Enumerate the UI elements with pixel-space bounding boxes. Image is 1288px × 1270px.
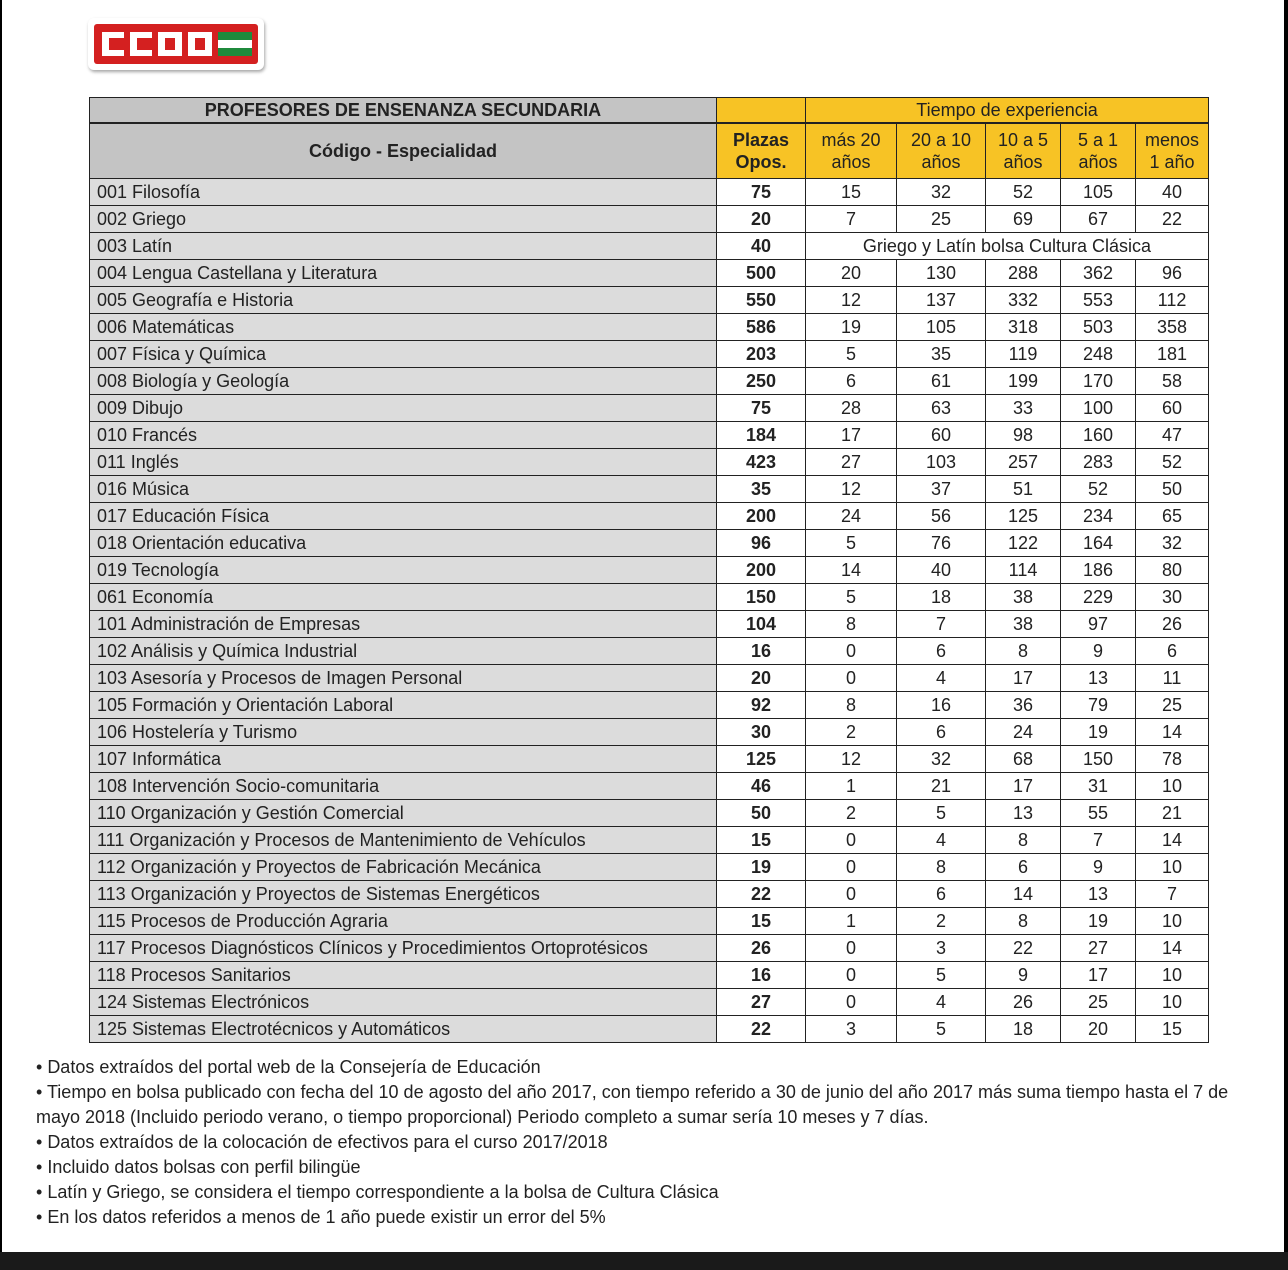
plazas-cell: 423	[717, 449, 806, 476]
experience-count-cell: 20	[806, 260, 897, 287]
experience-count-cell: 60	[897, 422, 986, 449]
exp-header-line2: 1 año	[1149, 152, 1195, 172]
experience-count-cell: 14	[1136, 935, 1209, 962]
experience-count-cell: 13	[1061, 881, 1136, 908]
specialty-name-cell: 019 Tecnología	[90, 557, 717, 584]
specialty-name-cell: 108 Intervención Socio-comunitaria	[90, 773, 717, 800]
experience-count-cell: 97	[1061, 611, 1136, 638]
experience-count-cell: 6	[1136, 638, 1209, 665]
experience-count-cell: 51	[986, 476, 1061, 503]
experience-count-cell: 21	[897, 773, 986, 800]
note-item: • Datos extraídos de la colocación de efectivos para el curso 2017/2018	[36, 1130, 1272, 1155]
experience-count-cell: 5	[806, 341, 897, 368]
experience-count-cell: 5	[806, 530, 897, 557]
experience-count-cell: 9	[1061, 854, 1136, 881]
experience-count-cell: 38	[986, 611, 1061, 638]
experience-count-cell: 22	[986, 935, 1061, 962]
specialty-name-cell: 008 Biología y Geología	[90, 368, 717, 395]
experience-count-cell: 114	[986, 557, 1061, 584]
specialty-name-cell: 017 Educación Física	[90, 503, 717, 530]
experience-count-cell: 63	[897, 395, 986, 422]
experience-count-cell: 17	[986, 773, 1061, 800]
table-row	[90, 719, 1209, 746]
table-row	[90, 962, 1209, 989]
experience-count-cell: 25	[1136, 692, 1209, 719]
table-row	[90, 206, 1209, 233]
experience-count-cell: 257	[986, 449, 1061, 476]
specialty-name-cell: 124 Sistemas Electrónicos	[90, 989, 717, 1016]
plazas-cell: 20	[717, 665, 806, 692]
code-specialty-header: Código - Especialidad	[90, 123, 717, 179]
table-row	[90, 773, 1209, 800]
specialty-name-cell: 113 Organización y Proyectos de Sistemas Energéticos	[90, 881, 717, 908]
exp-header-line1: 20 a 10	[910, 130, 972, 150]
experience-count-cell: 7	[897, 611, 986, 638]
specialty-name-cell: 101 Administración de Empresas	[90, 611, 717, 638]
table-row	[90, 530, 1209, 557]
plazas-cell: 75	[717, 395, 806, 422]
experience-count-cell: 122	[986, 530, 1061, 557]
exp-header-20-10	[897, 123, 986, 179]
exp-header-line2: años	[1003, 152, 1043, 172]
specialty-name-cell: 007 Física y Química	[90, 341, 717, 368]
experience-count-cell: 14	[986, 881, 1061, 908]
table-row	[90, 395, 1209, 422]
table-row	[90, 233, 1209, 260]
experience-count-cell: 7	[806, 206, 897, 233]
experience-count-cell: 78	[1136, 746, 1209, 773]
experience-count-cell: 2	[806, 719, 897, 746]
notes-list	[36, 1055, 1272, 1230]
experience-count-cell: 37	[897, 476, 986, 503]
plazas-cell: 46	[717, 773, 806, 800]
plazas-cell: 50	[717, 800, 806, 827]
table-row	[90, 908, 1209, 935]
experience-count-cell: 19	[1061, 908, 1136, 935]
experience-count-cell: 0	[806, 854, 897, 881]
table-row	[90, 260, 1209, 287]
experience-count-cell: 8	[806, 692, 897, 719]
experience-count-cell: 68	[986, 746, 1061, 773]
table-row	[90, 665, 1209, 692]
experience-count-cell: 5	[897, 800, 986, 827]
experience-count-cell: 28	[806, 395, 897, 422]
specialty-name-cell: 110 Organización y Gestión Comercial	[90, 800, 717, 827]
specialty-name-cell: 016 Música	[90, 476, 717, 503]
experience-count-cell: 3	[806, 1016, 897, 1043]
table-row	[90, 503, 1209, 530]
experience-count-cell: 32	[897, 179, 986, 206]
experience-count-cell: 19	[806, 314, 897, 341]
experience-count-cell: 0	[806, 665, 897, 692]
experience-count-cell: 7	[1136, 881, 1209, 908]
experience-count-cell: 52	[986, 179, 1061, 206]
experience-count-cell: 32	[897, 746, 986, 773]
exp-header-line1: más 20	[821, 130, 881, 150]
experience-count-cell: 0	[806, 989, 897, 1016]
experience-count-cell: 52	[1061, 476, 1136, 503]
specialty-name-cell: 107 Informática	[90, 746, 717, 773]
experience-count-cell: 24	[806, 503, 897, 530]
experience-count-cell: 125	[986, 503, 1061, 530]
experience-count-cell: 6	[897, 881, 986, 908]
note-item: • Incluido datos bolsas con perfil bilingüe	[36, 1155, 1272, 1180]
plazas-cell: 92	[717, 692, 806, 719]
experience-count-cell: 26	[1136, 611, 1209, 638]
plazas-cell: 500	[717, 260, 806, 287]
experience-count-cell: 10	[1136, 854, 1209, 881]
experience-count-cell: 503	[1061, 314, 1136, 341]
experience-count-cell: 58	[1136, 368, 1209, 395]
experience-count-cell: 199	[986, 368, 1061, 395]
bottom-strip	[0, 1252, 1288, 1270]
exp-header-line1: 10 a 5	[997, 130, 1049, 150]
plazas-cell: 150	[717, 584, 806, 611]
table-row	[90, 1016, 1209, 1043]
experience-count-cell: 98	[986, 422, 1061, 449]
experience-count-cell: 6	[986, 854, 1061, 881]
plazas-cell: 27	[717, 989, 806, 1016]
table-row	[90, 827, 1209, 854]
table-row	[90, 692, 1209, 719]
table-row	[90, 368, 1209, 395]
experience-count-cell: 8	[986, 908, 1061, 935]
plazas-cell: 96	[717, 530, 806, 557]
plazas-header	[717, 123, 806, 179]
exp-header-line2: años	[831, 152, 871, 172]
experience-count-cell: 47	[1136, 422, 1209, 449]
experience-count-cell: 6	[897, 719, 986, 746]
experience-count-cell: 5	[897, 962, 986, 989]
experience-count-cell: 80	[1136, 557, 1209, 584]
experience-count-cell: 31	[1061, 773, 1136, 800]
note-item: • En los datos referidos a menos de 1 año puede existir un error del 5%	[36, 1205, 1272, 1230]
experience-count-cell: 9	[1061, 638, 1136, 665]
experience-count-cell: 4	[897, 989, 986, 1016]
plazas-cell: 30	[717, 719, 806, 746]
experience-count-cell: 35	[897, 341, 986, 368]
experience-count-cell: 358	[1136, 314, 1209, 341]
experience-count-cell: 16	[897, 692, 986, 719]
experience-count-cell: 52	[1136, 449, 1209, 476]
specialty-name-cell: 018 Orientación educativa	[90, 530, 717, 557]
table-body	[90, 179, 1209, 1043]
experience-count-cell: 8	[806, 611, 897, 638]
experience-count-cell: 2	[897, 908, 986, 935]
document-page	[2, 0, 1284, 1252]
experience-count-cell: 61	[897, 368, 986, 395]
plazas-cell: 550	[717, 287, 806, 314]
plazas-header-top	[717, 98, 806, 124]
specialty-name-cell: 011 Inglés	[90, 449, 717, 476]
experience-count-cell: 7	[1061, 827, 1136, 854]
specialty-name-cell: 010 Francés	[90, 422, 717, 449]
experience-count-cell: 38	[986, 584, 1061, 611]
exp-header-more-20	[806, 123, 897, 179]
exp-header-less-1	[1136, 123, 1209, 179]
experience-count-cell: 40	[1136, 179, 1209, 206]
plazas-cell: 200	[717, 503, 806, 530]
experience-count-cell: 18	[897, 584, 986, 611]
experience-count-cell: 36	[986, 692, 1061, 719]
specialty-name-cell: 002 Griego	[90, 206, 717, 233]
experience-count-cell: 0	[806, 881, 897, 908]
experience-count-cell: 5	[806, 584, 897, 611]
experience-count-cell: 12	[806, 287, 897, 314]
experience-count-cell: 10	[1136, 989, 1209, 1016]
experience-count-cell: 553	[1061, 287, 1136, 314]
table-row	[90, 557, 1209, 584]
experience-count-cell: 12	[806, 476, 897, 503]
experience-count-cell: 0	[806, 638, 897, 665]
experience-count-cell: 130	[897, 260, 986, 287]
exp-header-line2: años	[921, 152, 961, 172]
experience-count-cell: 33	[986, 395, 1061, 422]
plazas-cell: 22	[717, 1016, 806, 1043]
exp-header-line1: 5 a 1	[1077, 130, 1119, 150]
experience-count-cell: 186	[1061, 557, 1136, 584]
specialty-name-cell: 112 Organización y Proyectos de Fabricación Mecánica	[90, 854, 717, 881]
experience-count-cell: 119	[986, 341, 1061, 368]
experience-count-cell: 27	[806, 449, 897, 476]
experience-count-cell: 160	[1061, 422, 1136, 449]
note-item: • Datos extraídos del portal web de la Consejería de Educación	[36, 1055, 1272, 1080]
experience-count-cell: 6	[897, 638, 986, 665]
experience-count-cell: 20	[1061, 1016, 1136, 1043]
specialty-name-cell: 118 Procesos Sanitarios	[90, 962, 717, 989]
specialties-table	[89, 97, 1209, 1043]
experience-count-cell: 65	[1136, 503, 1209, 530]
exp-header-line2: años	[1078, 152, 1118, 172]
experience-count-cell: 67	[1061, 206, 1136, 233]
experience-count-cell: 8	[986, 638, 1061, 665]
table-row	[90, 287, 1209, 314]
experience-count-cell: 2	[806, 800, 897, 827]
experience-count-cell: 1	[806, 773, 897, 800]
experience-count-cell: 164	[1061, 530, 1136, 557]
note-item: • Tiempo en bolsa publicado con fecha del 10 de agosto del año 2017, con tiempo referido a 30 de junio del año 2017 más suma tiempo hasta el 7 de mayo 2018 (Incluido periodo verano, o tiempo proporcional) Periodo completo a sumar sería 10 meses y 7 días.	[36, 1080, 1272, 1130]
experience-count-cell: 9	[986, 962, 1061, 989]
experience-header: Tiempo de experiencia	[806, 98, 1209, 124]
merged-note-cell: Griego y Latín bolsa Cultura Clásica	[806, 233, 1209, 260]
specialty-name-cell: 111 Organización y Procesos de Mantenimiento de Vehículos	[90, 827, 717, 854]
experience-count-cell: 17	[986, 665, 1061, 692]
specialty-name-cell: 102 Análisis y Química Industrial	[90, 638, 717, 665]
experience-count-cell: 27	[1061, 935, 1136, 962]
experience-count-cell: 248	[1061, 341, 1136, 368]
experience-count-cell: 8	[986, 827, 1061, 854]
exp-header-5-1	[1061, 123, 1136, 179]
plazas-cell: 16	[717, 962, 806, 989]
experience-count-cell: 17	[806, 422, 897, 449]
experience-count-cell: 15	[806, 179, 897, 206]
experience-count-cell: 12	[806, 746, 897, 773]
experience-count-cell: 283	[1061, 449, 1136, 476]
exp-header-line1: menos	[1144, 130, 1200, 150]
experience-count-cell: 105	[897, 314, 986, 341]
experience-count-cell: 150	[1061, 746, 1136, 773]
experience-count-cell: 56	[897, 503, 986, 530]
specialty-name-cell: 004 Lengua Castellana y Literatura	[90, 260, 717, 287]
plazas-cell: 75	[717, 179, 806, 206]
specialty-name-cell: 061 Economía	[90, 584, 717, 611]
experience-count-cell: 26	[986, 989, 1061, 1016]
experience-count-cell: 6	[806, 368, 897, 395]
specialty-name-cell: 103 Asesoría y Procesos de Imagen Personal	[90, 665, 717, 692]
plazas-cell: 35	[717, 476, 806, 503]
experience-count-cell: 13	[1061, 665, 1136, 692]
experience-count-cell: 11	[1136, 665, 1209, 692]
experience-count-cell: 14	[1136, 719, 1209, 746]
plazas-cell: 15	[717, 908, 806, 935]
table-row	[90, 746, 1209, 773]
experience-count-cell: 14	[1136, 827, 1209, 854]
plazas-cell: 586	[717, 314, 806, 341]
experience-count-cell: 8	[897, 854, 986, 881]
table-row	[90, 314, 1209, 341]
experience-count-cell: 5	[897, 1016, 986, 1043]
experience-count-cell: 40	[897, 557, 986, 584]
experience-count-cell: 3	[897, 935, 986, 962]
experience-count-cell: 13	[986, 800, 1061, 827]
experience-count-cell: 288	[986, 260, 1061, 287]
experience-count-cell: 234	[1061, 503, 1136, 530]
specialties-table-container	[89, 97, 1209, 1043]
experience-count-cell: 24	[986, 719, 1061, 746]
experience-count-cell: 18	[986, 1016, 1061, 1043]
ccoo-logo-graphic	[88, 18, 264, 70]
experience-count-cell: 22	[1136, 206, 1209, 233]
specialty-name-cell: 105 Formación y Orientación Laboral	[90, 692, 717, 719]
table-row	[90, 476, 1209, 503]
table-row	[90, 935, 1209, 962]
experience-count-cell: 332	[986, 287, 1061, 314]
plazas-cell: 16	[717, 638, 806, 665]
experience-count-cell: 0	[806, 962, 897, 989]
experience-count-cell: 10	[1136, 962, 1209, 989]
experience-count-cell: 50	[1136, 476, 1209, 503]
table-row	[90, 638, 1209, 665]
specialty-name-cell: 006 Matemáticas	[90, 314, 717, 341]
table-row	[90, 854, 1209, 881]
experience-count-cell: 79	[1061, 692, 1136, 719]
specialty-name-cell: 003 Latín	[90, 233, 717, 260]
experience-count-cell: 55	[1061, 800, 1136, 827]
experience-count-cell: 25	[897, 206, 986, 233]
table-row	[90, 422, 1209, 449]
plazas-cell: 184	[717, 422, 806, 449]
specialty-name-cell: 001 Filosofía	[90, 179, 717, 206]
experience-count-cell: 60	[1136, 395, 1209, 422]
experience-count-cell: 30	[1136, 584, 1209, 611]
experience-count-cell: 170	[1061, 368, 1136, 395]
experience-count-cell: 362	[1061, 260, 1136, 287]
ccoo-logo	[88, 18, 264, 70]
plazas-cell: 250	[717, 368, 806, 395]
plazas-cell: 22	[717, 881, 806, 908]
experience-count-cell: 25	[1061, 989, 1136, 1016]
table-row	[90, 989, 1209, 1016]
experience-count-cell: 1	[806, 908, 897, 935]
experience-count-cell: 76	[897, 530, 986, 557]
experience-count-cell: 21	[1136, 800, 1209, 827]
experience-count-cell: 19	[1061, 719, 1136, 746]
experience-count-cell: 229	[1061, 584, 1136, 611]
table-row	[90, 341, 1209, 368]
table-title: PROFESORES DE ENSENANZA SECUNDARIA	[90, 98, 717, 124]
specialty-name-cell: 005 Geografía e Historia	[90, 287, 717, 314]
table-row	[90, 881, 1209, 908]
experience-count-cell: 318	[986, 314, 1061, 341]
plazas-cell: 15	[717, 827, 806, 854]
specialty-name-cell: 115 Procesos de Producción Agraria	[90, 908, 717, 935]
table-row	[90, 584, 1209, 611]
experience-count-cell: 103	[897, 449, 986, 476]
plazas-cell: 40	[717, 233, 806, 260]
table-row	[90, 800, 1209, 827]
specialty-name-cell: 125 Sistemas Electrotécnicos y Automáticos	[90, 1016, 717, 1043]
experience-count-cell: 10	[1136, 908, 1209, 935]
plazas-cell: 19	[717, 854, 806, 881]
exp-header-10-5	[986, 123, 1061, 179]
specialty-name-cell: 117 Procesos Diagnósticos Clínicos y Procedimientos Ortoprotésicos	[90, 935, 717, 962]
specialty-name-cell: 009 Dibujo	[90, 395, 717, 422]
note-item: • Latín y Griego, se considera el tiempo correspondiente a la bolsa de Cultura Clásica	[36, 1180, 1272, 1205]
experience-count-cell: 14	[806, 557, 897, 584]
experience-count-cell: 96	[1136, 260, 1209, 287]
experience-count-cell: 0	[806, 827, 897, 854]
plazas-cell: 26	[717, 935, 806, 962]
experience-count-cell: 100	[1061, 395, 1136, 422]
experience-count-cell: 10	[1136, 773, 1209, 800]
plazas-cell: 104	[717, 611, 806, 638]
experience-count-cell: 69	[986, 206, 1061, 233]
plazas-header-line2: Opos.	[735, 152, 787, 172]
experience-count-cell: 4	[897, 665, 986, 692]
experience-count-cell: 105	[1061, 179, 1136, 206]
experience-count-cell: 4	[897, 827, 986, 854]
plazas-cell: 200	[717, 557, 806, 584]
experience-count-cell: 17	[1061, 962, 1136, 989]
table-row	[90, 611, 1209, 638]
svg-text:CCOO: CCOO	[88, 18, 91, 19]
plazas-header-line1: Plazas	[732, 130, 790, 150]
experience-count-cell: 112	[1136, 287, 1209, 314]
experience-count-cell: 181	[1136, 341, 1209, 368]
experience-count-cell: 137	[897, 287, 986, 314]
experience-count-cell: 15	[1136, 1016, 1209, 1043]
experience-count-cell: 32	[1136, 530, 1209, 557]
plazas-cell: 125	[717, 746, 806, 773]
table-row	[90, 179, 1209, 206]
plazas-cell: 203	[717, 341, 806, 368]
table-row	[90, 449, 1209, 476]
specialty-name-cell: 106 Hostelería y Turismo	[90, 719, 717, 746]
plazas-cell: 20	[717, 206, 806, 233]
experience-count-cell: 0	[806, 935, 897, 962]
